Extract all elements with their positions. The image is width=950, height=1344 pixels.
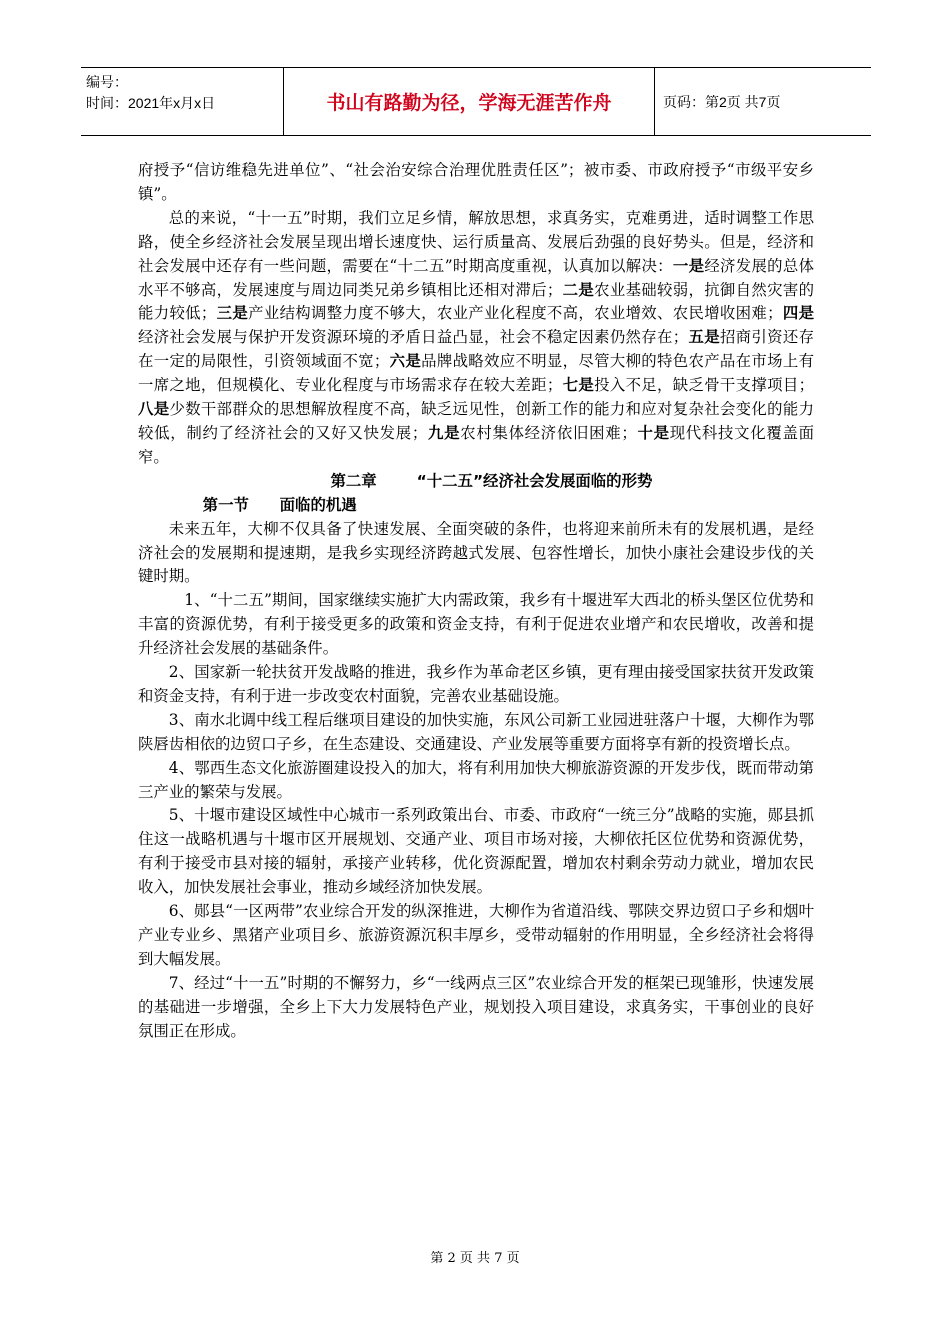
opportunity-item-2: 2、国家新一轮扶贫开发战略的推进，我乡作为革命老区乡镇，更有理由接受国家扶贫开发政策和资金支持，有利于进一步改变农村面貌，完善农业基础设施。 bbox=[138, 663, 814, 705]
issue-text-1: 经济发展的总体水平不够高，发展速度与周边同类兄弟乡镇相比还相对滞后； bbox=[138, 256, 814, 299]
opportunity-item-1: 1、“十二五”期间，国家继续实施扩大内需政策，我乡有十堰进军大西北的桥头堡区位优势和丰富的资源优势，有利于接受更多的政策和资金支持，有利于促进农业增产和农民增收，改善和提升经济社会发展的基础条件。 bbox=[138, 591, 814, 658]
paragraph-honors: 府授予“信访维稳先进单位”、“社会治安综合治理优胜责任区”；被市委、市政府授予“市级平安乡镇”。 bbox=[138, 161, 814, 203]
issue-key-2: 二是 bbox=[562, 280, 595, 299]
chapter-title: “十二五”经济社会发展面临的形势 bbox=[416, 471, 653, 490]
section-heading bbox=[138, 494, 814, 518]
issue-text-7: 投入不足，缺乏骨干支撑项目； bbox=[594, 376, 814, 395]
header-page-number: 页码：第2页 共7页 bbox=[663, 93, 781, 110]
section-number: 第一节 bbox=[202, 495, 249, 514]
chapter-number: 第二章 bbox=[330, 471, 377, 490]
issue-text-5: 招商引资还存在一定的局限性，引资领域面不宽； bbox=[138, 328, 814, 371]
doc-date-label: 时间：2021年x月x日 bbox=[86, 95, 216, 111]
issue-text-9: 农村集体经济依旧困难； bbox=[460, 423, 637, 442]
issue-key-1: 一是 bbox=[672, 256, 705, 275]
paragraph-opportunities-intro: 未来五年，大柳不仅具备了快速发展、全面突破的条件，也将迎来前所未有的发展机遇，是经济社会的发展期和提速期，是我乡实现经济跨越式发展、包容性增长，加快小康社会建设步伐的关键时期。 bbox=[138, 519, 814, 586]
opportunity-item-6: 6、郧县“一区两带”农业综合开发的纵深推进，大柳作为省道沿线、鄂陕交界边贸口子乡和烟叶产业专业乡、黑猪产业项目乡、旅游资源沉积丰厚乡，受带动辐射的作用明显，全乡经济社会将得到大幅发展。 bbox=[138, 902, 814, 968]
opportunity-item-5: 5、十堰市建设区域性中心城市一系列政策出台、市委、市政府“一统三分”战略的实施，郧县抓住这一战略机遇与十堰市区开展规划、交通产业、项目市场对接，大柳依托区位优势和资源优势，有利于接受市县对接的辐射，承接产业转移，优化资源配置，增加农村剩余劳动力就业，增加农民收入，加快发展社会事业，推动乡域经济加快发展。 bbox=[138, 806, 814, 897]
summary-intro: 总的来说，“十一五”时期，我们立足乡情，解放思想，求真务实，克难勇进，适时调整工作思路，使全乡经济社会发展呈现出增长速度快、运行质量高、发展后劲强的良好势头。但是，经济和社会发展中还存有一些问题，需要在“十二五”时期高度重视，认真加以解决： bbox=[138, 208, 814, 275]
opportunity-item-3: 3、南水北调中线工程后继项目建设的加快实施，东风公司新工业园进驻落户十堰，大柳作为鄂陕唇齿相依的边贸口子乡，在生态建设、交通建设、产业发展等重要方面将享有新的投资增长点。 bbox=[138, 710, 814, 753]
section-title: 面临的机遇 bbox=[279, 495, 357, 514]
opportunity-item-4: 4、鄂西生态文化旅游圈建设投入的加大，将有利用加快大柳旅游资源的开发步伐，既而带动第三产业的繁荣与发展。 bbox=[138, 758, 814, 801]
issue-key-4: 四是 bbox=[782, 304, 814, 323]
issue-key-8: 八是 bbox=[138, 400, 170, 419]
paragraph-summary bbox=[138, 207, 814, 470]
page-header bbox=[81, 67, 871, 136]
issue-key-6: 六是 bbox=[389, 352, 422, 371]
issue-key-5: 五是 bbox=[688, 328, 720, 347]
issue-text-8: 少数干部群众的思想解放程度不高，缺乏远见性，创新工作的能力和应对复杂社会变化的能力较低，制约了经济社会的又好又快发展； bbox=[138, 400, 814, 442]
issue-text-6: 品牌战略效应不明显，尽管大柳的特色农产品在市场上有一席之地，但规模化、专业化程度与市场需求存在较大差距； bbox=[138, 352, 814, 395]
opportunity-item-7: 7、经过“十一五”时期的不懈努力，乡“一线两点三区”农业综合开发的框架已现雏形，快速发展的基础进一步增强，全乡上下大力发展特色产业，规划投入项目建设，求真务实，干事创业的良好氛围正在形成。 bbox=[138, 973, 814, 1040]
issue-key-7: 七是 bbox=[562, 376, 595, 395]
issue-text-4: 经济社会发展与保护开发资源环境的矛盾日益凸显，社会不稳定因素仍然存在； bbox=[138, 328, 689, 347]
issue-text-2: 农业基础较弱，抗御自然灾害的能力较低； bbox=[138, 280, 814, 323]
chapter-heading bbox=[138, 470, 814, 494]
document-body bbox=[138, 159, 814, 1044]
issue-text-3: 产业结构调整力度不够大，农业产业化程度不高，农业增效、农民增收困难； bbox=[248, 304, 783, 323]
issue-text-10: 现代科技文化覆盖面窄。 bbox=[138, 423, 814, 466]
page-footer: 第 2 页 共 7 页 bbox=[430, 1251, 520, 1266]
header-motto: 书山有路勤为径，学海无涯苦作舟 bbox=[283, 68, 655, 135]
header-meta bbox=[81, 68, 283, 135]
issue-key-10: 十是 bbox=[636, 423, 670, 442]
issue-key-3: 三是 bbox=[216, 304, 249, 323]
doc-code-label: 编号： bbox=[86, 74, 128, 90]
issue-key-9: 九是 bbox=[427, 423, 461, 442]
